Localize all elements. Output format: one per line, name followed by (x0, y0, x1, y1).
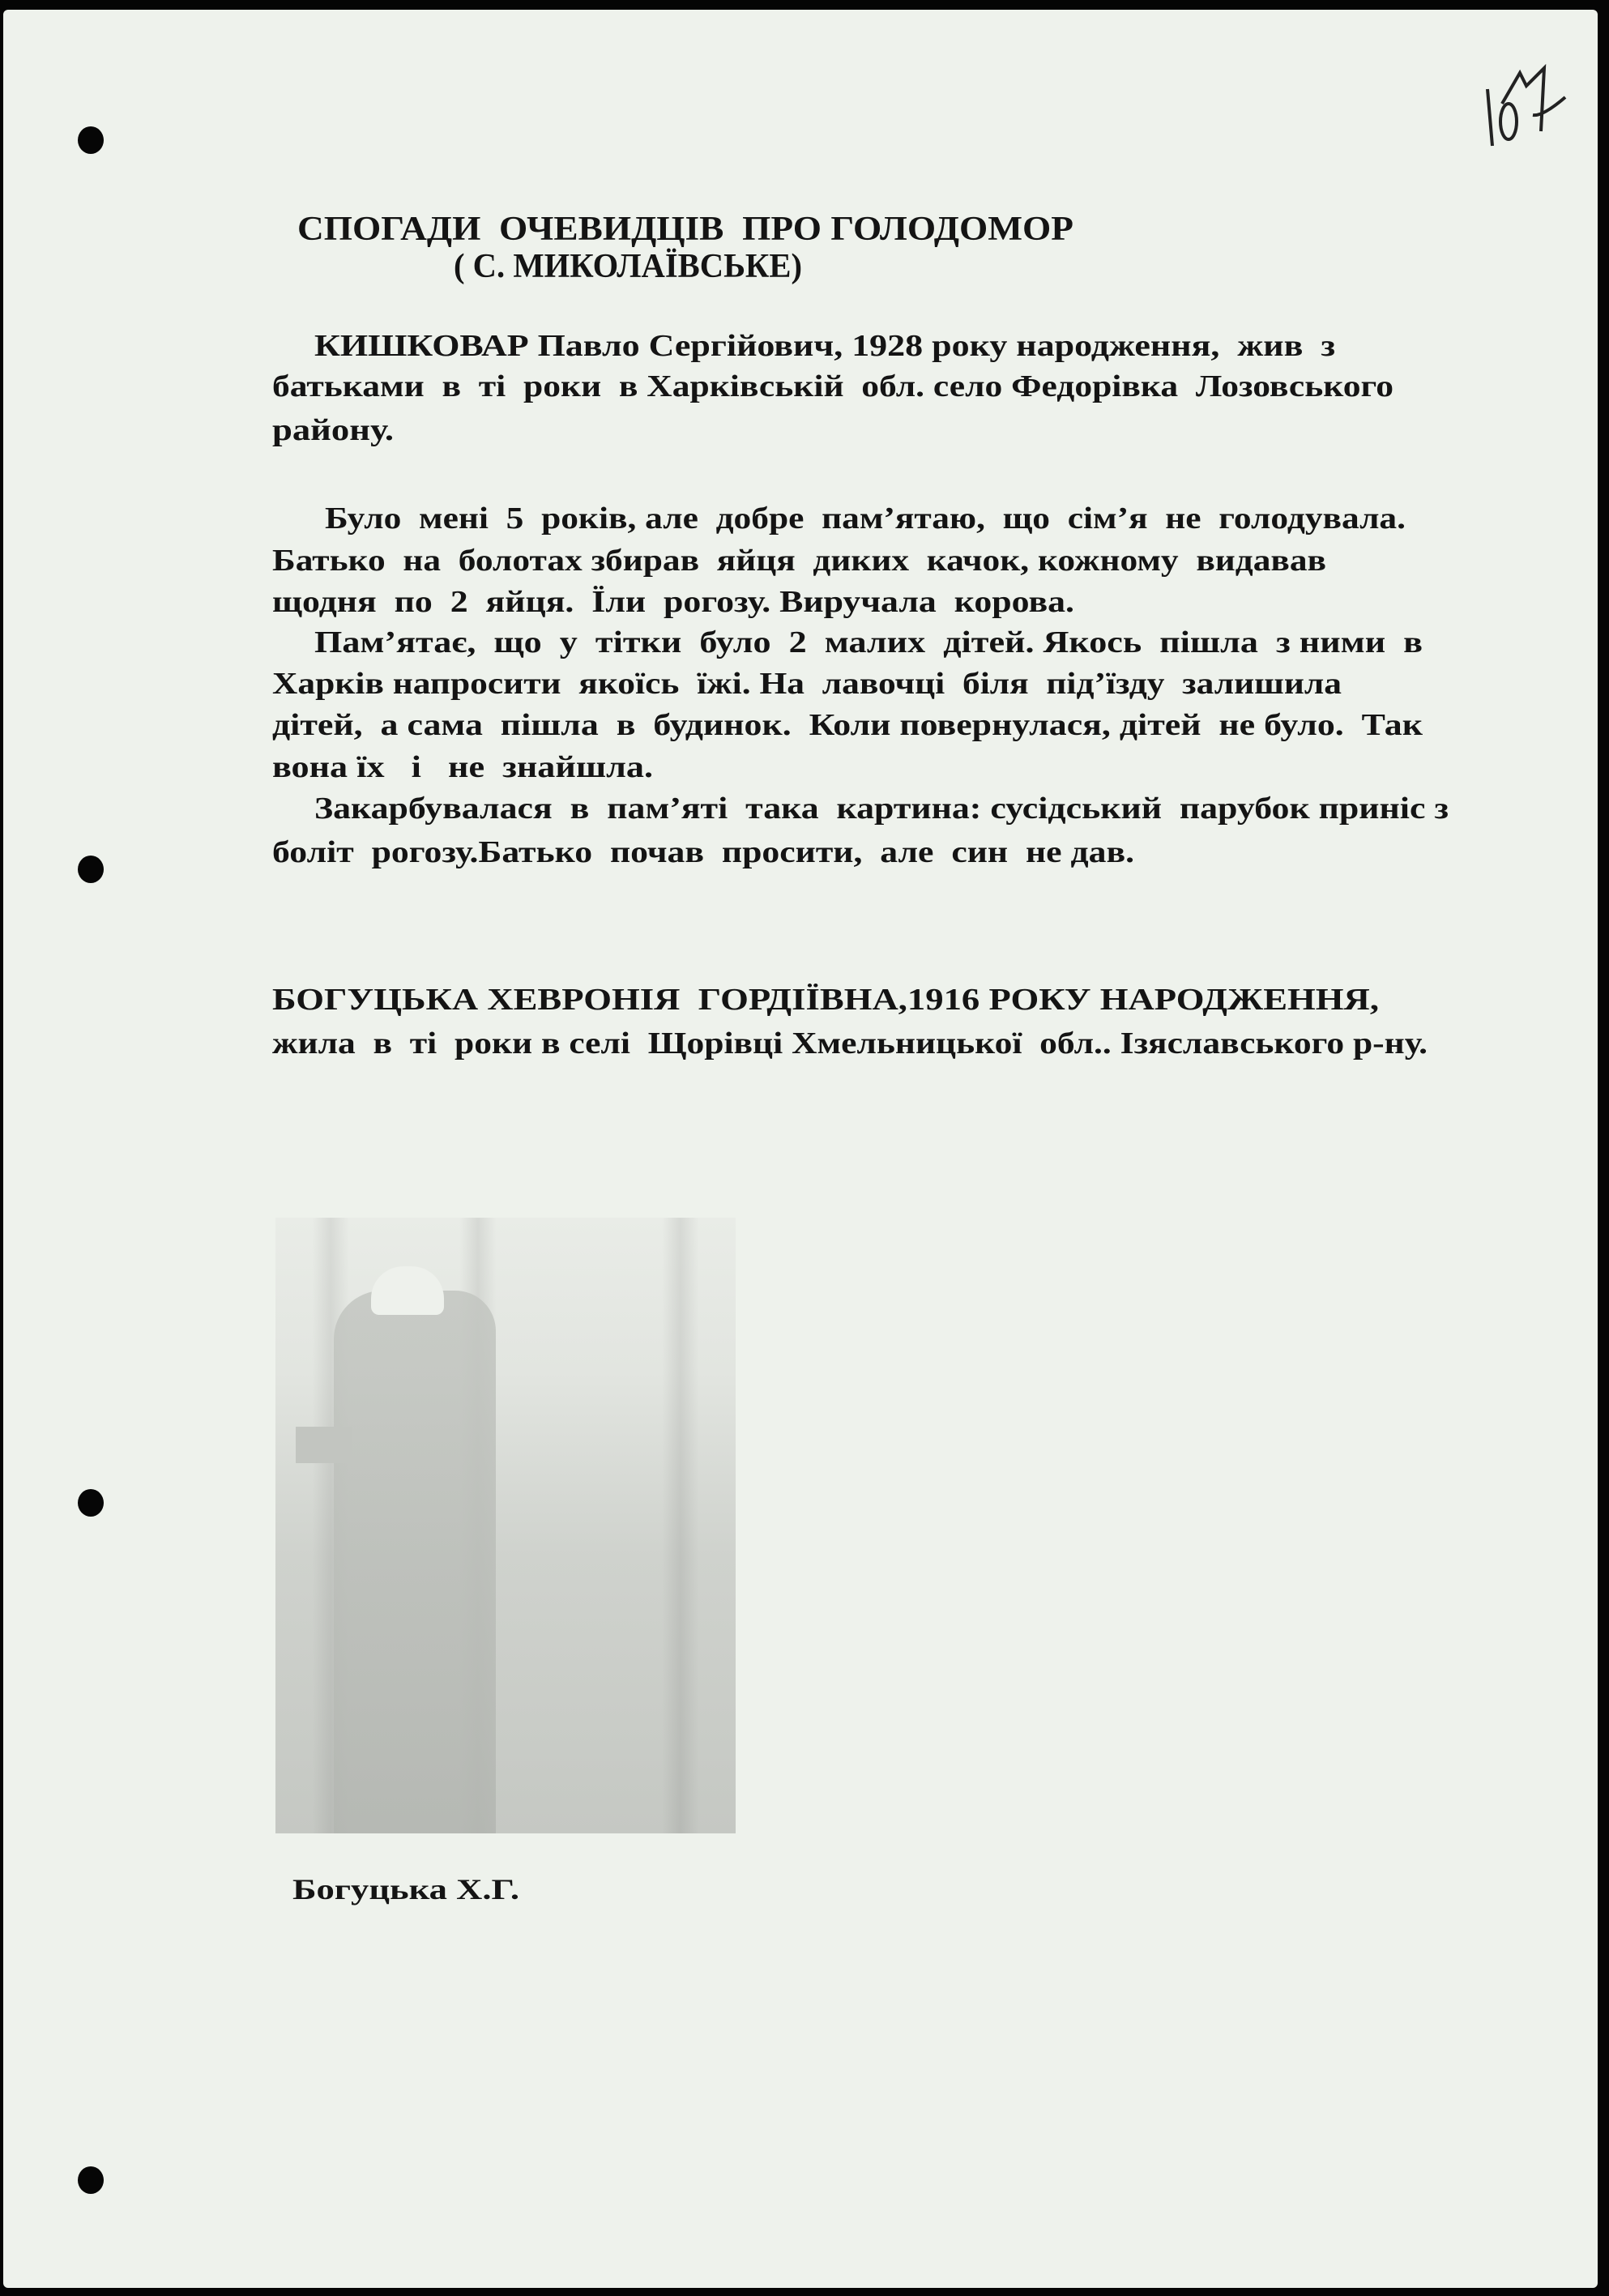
document-page (3, 10, 1598, 2288)
witness1-story-line: Закарбувалася в пам’яті така картина: сусідський парубок приніс з (314, 792, 1449, 826)
witness1-story-line: вона їх і не знайшла. (272, 750, 653, 784)
punch-hole (78, 126, 104, 154)
photo-figure (334, 1291, 496, 1833)
document-title: СПОГАДИ ОЧЕВИДЦІВ ПРО ГОЛОДОМОР (297, 211, 1073, 248)
witness1-intro-line: КИШКОВАР Павло Сергійович, 1928 року народження, жив з (314, 329, 1335, 363)
witness1-intro-line: району. (272, 413, 394, 447)
photo-head (371, 1266, 444, 1315)
witness1-story-line: Було мені 5 років, але добре пам’ятаю, що сім’я не голодувала. (325, 501, 1406, 536)
punch-hole (78, 856, 104, 883)
witness1-story-line: щодня по 2 яйця. Їли рогозу. Виручала корова. (272, 585, 1074, 619)
witness1-story-line: боліт рогозу.Батько почав просити, але син не дав. (272, 835, 1134, 869)
witness1-story-line: Харків напросити якоїсь їжі. На лавочці біля під’їзду залишила (272, 667, 1342, 701)
photo-hand (296, 1427, 352, 1463)
handwritten-page-number (1478, 50, 1575, 147)
punch-hole (78, 1489, 104, 1517)
witness1-story-line: Батько на болотах збирав яйця диких качок, кожному видавав (272, 544, 1326, 578)
witness2-detail: жила в ті роки в селі Щорівці Хмельницької обл.. Ізяславського р-ну. (272, 1026, 1428, 1061)
witness1-story-line: дітей, а сама пішла в будинок. Коли повернулася, дітей не було. Так (272, 708, 1423, 742)
punch-hole (78, 2166, 104, 2194)
photo-caption: Богуцька Х.Г. (292, 1873, 519, 1906)
document-subtitle: ( С. МИКОЛАЇВСЬКЕ) (454, 248, 802, 285)
witness2-heading: БОГУЦЬКА ХЕВРОНІЯ ГОРДІЇВНА,1916 РОКУ НАРОДЖЕННЯ, (272, 983, 1379, 1017)
witness1-intro-line: батьками в ті роки в Харківській обл. село Федорівка Лозовського (272, 369, 1393, 403)
witness-photo (275, 1218, 736, 1833)
witness1-story-line: Пам’ятає, що у тітки було 2 малих дітей. Якось пішла з ними в (314, 625, 1423, 659)
